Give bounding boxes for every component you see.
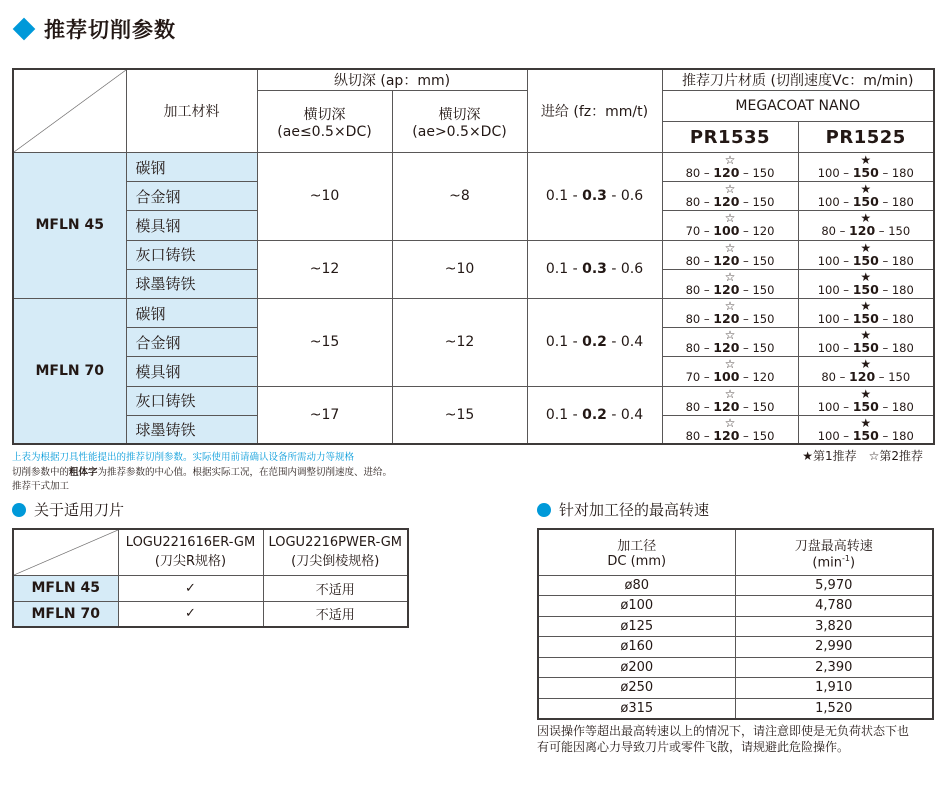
speed-min: 100 – <box>817 428 853 443</box>
speed-center: 150 <box>852 281 879 297</box>
material-cell: 灰口铸铁 <box>126 386 257 415</box>
speed-range <box>663 400 798 414</box>
speed-min: 80 – <box>685 312 714 327</box>
speed-min: 100 – <box>817 399 853 414</box>
feed-center: 0.2 <box>582 406 607 423</box>
speed-pr1535-cell <box>662 211 798 240</box>
insert-col2-header: LOGU2216PWER-GM (刀尖倒棱规格) <box>263 529 408 575</box>
material-header: 加工材料 <box>126 69 257 153</box>
speed-min: 100 – <box>817 312 853 327</box>
speed-max: – 180 <box>878 282 914 297</box>
speed-min: 80 – <box>821 224 850 239</box>
insert-body <box>13 575 408 627</box>
speed-min: 70 – <box>685 224 714 239</box>
speed-max: – 150 <box>739 428 775 443</box>
speed-center: 120 <box>713 252 740 268</box>
first-recommend-star-icon: ★ <box>860 153 872 168</box>
table-row <box>13 601 408 627</box>
speed-center: 120 <box>713 311 740 327</box>
first-recommend-star-icon: ★ <box>860 357 872 372</box>
feed-center: 0.2 <box>582 334 607 351</box>
table-row <box>538 637 933 658</box>
dc-cell: ø200 <box>538 657 735 678</box>
speed-pr1535-cell <box>662 357 798 386</box>
speed-center: 120 <box>849 223 876 239</box>
feed-max: - 0.4 <box>606 406 644 423</box>
speed-center: 150 <box>852 340 879 356</box>
speed-range <box>799 429 934 443</box>
dc-cell: ø100 <box>538 596 735 617</box>
table-row <box>538 616 933 637</box>
diamond-icon <box>13 18 36 41</box>
ae-low-header: 横切深 (ae≤0.5×DC) <box>257 91 392 153</box>
speed-pr1535-cell <box>662 328 798 357</box>
grade-group-header: 推荐刀片材质 (切削速度Vc：m/min) <box>662 69 934 91</box>
table-row <box>538 678 933 699</box>
speed-min: 80 – <box>685 399 714 414</box>
speed-pr1525-cell <box>798 269 934 298</box>
speed-max: – 150 <box>739 312 775 327</box>
speed-pr1525-cell <box>798 153 934 182</box>
cutting-parameters-body <box>13 153 934 445</box>
speed-center: 150 <box>852 311 879 327</box>
insert-col1-header: LOGU221616ER-GM (刀尖R规格) <box>118 529 263 575</box>
first-recommend-star-icon: ★ <box>860 240 872 255</box>
material-cell: 合金钢 <box>126 182 257 211</box>
speed-center: 120 <box>713 427 740 443</box>
rpm-cell: 5,970 <box>735 575 933 596</box>
note-line-1: 上表为根据刀具性能提出的推荐切削参数。实际使用前请确认设备所需动力等规格 <box>12 452 355 463</box>
speed-range <box>663 254 798 268</box>
speed-pr1525-cell <box>798 240 934 269</box>
table-row <box>538 698 933 719</box>
speed-min: 80 – <box>685 195 714 210</box>
speed-max: – 120 <box>739 224 775 239</box>
material-cell: 模具钢 <box>126 357 257 386</box>
speed-pr1525-cell <box>798 328 934 357</box>
second-recommend-star-icon: ☆ <box>724 211 736 226</box>
speed-range <box>663 195 798 209</box>
tool-group-cell: MFLN 70 <box>13 298 126 444</box>
speed-center: 150 <box>852 398 879 414</box>
material-cell: 碳钢 <box>126 298 257 327</box>
ap-high-cell: ~8 <box>392 153 527 241</box>
speed-pr1525-cell <box>798 211 934 240</box>
speed-min: 100 – <box>817 195 853 210</box>
page-title <box>13 14 176 44</box>
feed-cell <box>527 386 662 444</box>
speed-range <box>799 283 934 297</box>
rpm-cell: 3,820 <box>735 616 933 637</box>
speed-min: 100 – <box>817 341 853 356</box>
speed-max: – 180 <box>878 195 914 210</box>
speed-max: – 180 <box>878 428 914 443</box>
table-row <box>13 240 934 269</box>
table-row <box>538 575 933 596</box>
speed-pr1525-cell <box>798 386 934 415</box>
table-row <box>13 575 408 601</box>
first-recommend-star-icon: ★ <box>860 211 872 226</box>
not-applicable-cell: 不适用 <box>263 575 408 601</box>
rpm-cell: 2,990 <box>735 637 933 658</box>
speed-max: – 120 <box>739 370 775 385</box>
first-recommend-star-icon: ★ <box>860 182 872 197</box>
speed-range <box>799 195 934 209</box>
first-recommend-star-icon: ★ <box>860 269 872 284</box>
insert-tool-cell: MFLN 70 <box>13 601 118 627</box>
speed-pr1535-cell <box>662 182 798 211</box>
material-cell: 球墨铸铁 <box>126 415 257 444</box>
feed-cell <box>527 153 662 241</box>
second-recommend-star-icon: ☆ <box>724 328 736 343</box>
bullet-dot-icon <box>12 503 26 517</box>
feed-center: 0.3 <box>582 188 607 205</box>
speed-max: – 180 <box>878 166 914 181</box>
material-cell: 灰口铸铁 <box>126 240 257 269</box>
speed-min: 80 – <box>685 253 714 268</box>
speed-max: – 180 <box>878 312 914 327</box>
check-mark-icon: ✓ <box>118 575 263 601</box>
not-applicable-cell: 不适用 <box>263 601 408 627</box>
second-recommend-star-icon: ☆ <box>724 240 736 255</box>
speed-min: 80 – <box>685 341 714 356</box>
feed-cell <box>527 298 662 386</box>
speed-range <box>799 224 934 238</box>
speed-pr1525-cell <box>798 415 934 444</box>
dc-cell: ø80 <box>538 575 735 596</box>
second-recommend-star-icon: ☆ <box>724 357 736 372</box>
page-title-text: 推荐切削参数 <box>44 18 176 42</box>
speed-center: 100 <box>713 369 740 385</box>
dc-cell: ø125 <box>538 616 735 637</box>
speed-range <box>799 400 934 414</box>
speed-pr1525-cell <box>798 298 934 327</box>
speed-range <box>799 370 934 384</box>
feed-max: - 0.6 <box>606 188 644 205</box>
table-row <box>13 153 934 182</box>
grade-pr1535-header: PR1535 <box>662 122 798 153</box>
max-speed-table <box>537 528 934 720</box>
speed-max: – 150 <box>739 341 775 356</box>
speed-min: 100 – <box>817 166 853 181</box>
speed-pr1535-cell <box>662 415 798 444</box>
speed-max: – 150 <box>739 253 775 268</box>
feed-header: 进给 (fz：mm/t) <box>527 69 662 153</box>
speed-min: 80 – <box>821 370 850 385</box>
ap-header: 纵切深 (ap：mm) <box>257 69 527 91</box>
material-cell: 合金钢 <box>126 328 257 357</box>
speed-range <box>799 254 934 268</box>
table-row <box>13 386 934 415</box>
rpm-cell: 1,520 <box>735 698 933 719</box>
first-recommend-star-icon: ★ <box>860 328 872 343</box>
feed-min: 0.1 - <box>545 334 583 351</box>
feed-max: - 0.6 <box>606 261 644 278</box>
second-recommend-star-icon: ☆ <box>724 153 736 168</box>
recommendation-legend: ★第1推荐 ☆第2推荐 <box>802 449 923 463</box>
insert-tool-cell: MFLN 45 <box>13 575 118 601</box>
table-row <box>13 298 934 327</box>
speed-center: 120 <box>713 398 740 414</box>
second-recommend-star-icon: ☆ <box>724 299 736 314</box>
bullet-dot-icon <box>537 503 551 517</box>
speed-range <box>663 283 798 297</box>
rpm-cell: 2,390 <box>735 657 933 678</box>
check-mark-icon: ✓ <box>118 601 263 627</box>
speed-pr1535-cell <box>662 386 798 415</box>
note-line-3: 推荐干式加工 <box>12 481 70 492</box>
ap-low-cell: ~10 <box>257 153 392 241</box>
corner-diagonal-cell <box>13 69 126 153</box>
speed-range <box>663 224 798 238</box>
ap-high-cell: ~10 <box>392 240 527 298</box>
speed-body <box>538 575 933 719</box>
speed-min: 80 – <box>685 282 714 297</box>
dc-cell: ø160 <box>538 637 735 658</box>
speed-center: 100 <box>713 223 740 239</box>
speed-min: 100 – <box>817 253 853 268</box>
material-cell: 碳钢 <box>126 153 257 182</box>
dc-cell: ø315 <box>538 698 735 719</box>
tool-group-cell: MFLN 45 <box>13 153 126 299</box>
speed-center: 120 <box>713 281 740 297</box>
ap-low-cell: ~12 <box>257 240 392 298</box>
speed-pr1525-cell <box>798 357 934 386</box>
speed-range <box>663 312 798 326</box>
speed-max: – 150 <box>875 224 911 239</box>
second-recommend-star-icon: ☆ <box>724 182 736 197</box>
speed-pr1535-cell <box>662 153 798 182</box>
ae-high-header: 横切深 (ae>0.5×DC) <box>392 91 527 153</box>
feed-min: 0.1 - <box>545 406 583 423</box>
speed-range <box>799 166 934 180</box>
speed-range <box>663 166 798 180</box>
max-rpm-header: 刀盘最高转速 $(\min^{-1})$ <box>735 529 933 575</box>
speed-center: 120 <box>713 194 740 210</box>
table-row <box>538 657 933 678</box>
speed-max: – 180 <box>878 341 914 356</box>
feed-center: 0.3 <box>582 261 607 278</box>
speed-max: – 180 <box>878 399 914 414</box>
speed-range <box>663 370 798 384</box>
speed-max: – 150 <box>739 195 775 210</box>
speed-center: 150 <box>852 427 879 443</box>
material-cell: 模具钢 <box>126 211 257 240</box>
ap-high-cell: ~15 <box>392 386 527 444</box>
speed-center: 120 <box>713 165 740 181</box>
speed-pr1535-cell <box>662 298 798 327</box>
speed-center: 120 <box>713 340 740 356</box>
feed-cell <box>527 240 662 298</box>
speed-center: 120 <box>849 369 876 385</box>
speed-center: 150 <box>852 165 879 181</box>
speed-pr1535-cell <box>662 240 798 269</box>
speed-min: 70 – <box>685 370 714 385</box>
first-recommend-star-icon: ★ <box>860 299 872 314</box>
feed-min: 0.1 - <box>545 188 583 205</box>
speed-pr1525-cell <box>798 182 934 211</box>
first-recommend-star-icon: ★ <box>860 415 872 430</box>
insert-section-title: 关于适用刀片 <box>12 499 124 520</box>
applicable-insert-table <box>12 528 409 628</box>
dc-cell: ø250 <box>538 678 735 699</box>
ap-low-cell: ~15 <box>257 298 392 386</box>
note-line-2: 切削参数中的粗体字为推荐参数的中心值。根据实际工况，在范围内调整切削速度、进给。 <box>12 467 393 478</box>
speed-range <box>799 341 934 355</box>
second-recommend-star-icon: ☆ <box>724 386 736 401</box>
speed-center: 150 <box>852 194 879 210</box>
speed-min: 100 – <box>817 282 853 297</box>
speed-warning: 因误操作等超出最高转速以上的情况下，请注意即使是无负荷状态下也 有可能因离心力导致刀片或零件飞散，请规避此危险操作。 <box>537 724 910 754</box>
speed-max: – 150 <box>739 399 775 414</box>
speed-range <box>663 429 798 443</box>
ap-high-cell: ~12 <box>392 298 527 386</box>
insert-corner-diagonal-cell <box>13 529 118 575</box>
table-row <box>538 596 933 617</box>
speed-max: – 180 <box>878 253 914 268</box>
grade-pr1525-header: PR1525 <box>798 122 934 153</box>
speed-max: – 150 <box>739 166 775 181</box>
speed-min: 80 – <box>685 428 714 443</box>
cutting-parameters-table <box>12 68 935 445</box>
rpm-cell: 4,780 <box>735 596 933 617</box>
speed-range <box>799 312 934 326</box>
speed-min: 80 – <box>685 166 714 181</box>
ap-low-cell: ~17 <box>257 386 392 444</box>
second-recommend-star-icon: ☆ <box>724 269 736 284</box>
feed-max: - 0.4 <box>606 334 644 351</box>
material-cell: 球墨铸铁 <box>126 269 257 298</box>
rpm-cell: 1,910 <box>735 678 933 699</box>
speed-center: 150 <box>852 252 879 268</box>
first-recommend-star-icon: ★ <box>860 386 872 401</box>
feed-min: 0.1 - <box>545 261 583 278</box>
speed-pr1535-cell <box>662 269 798 298</box>
speed-max: – 150 <box>875 370 911 385</box>
speed-section-title: 针对加工径的最高转速 <box>537 499 709 520</box>
coating-header: MEGACOAT NANO <box>662 91 934 122</box>
second-recommend-star-icon: ☆ <box>724 415 736 430</box>
dc-header: 加工径 DC (mm) <box>538 529 735 575</box>
speed-range <box>663 341 798 355</box>
speed-max: – 150 <box>739 282 775 297</box>
